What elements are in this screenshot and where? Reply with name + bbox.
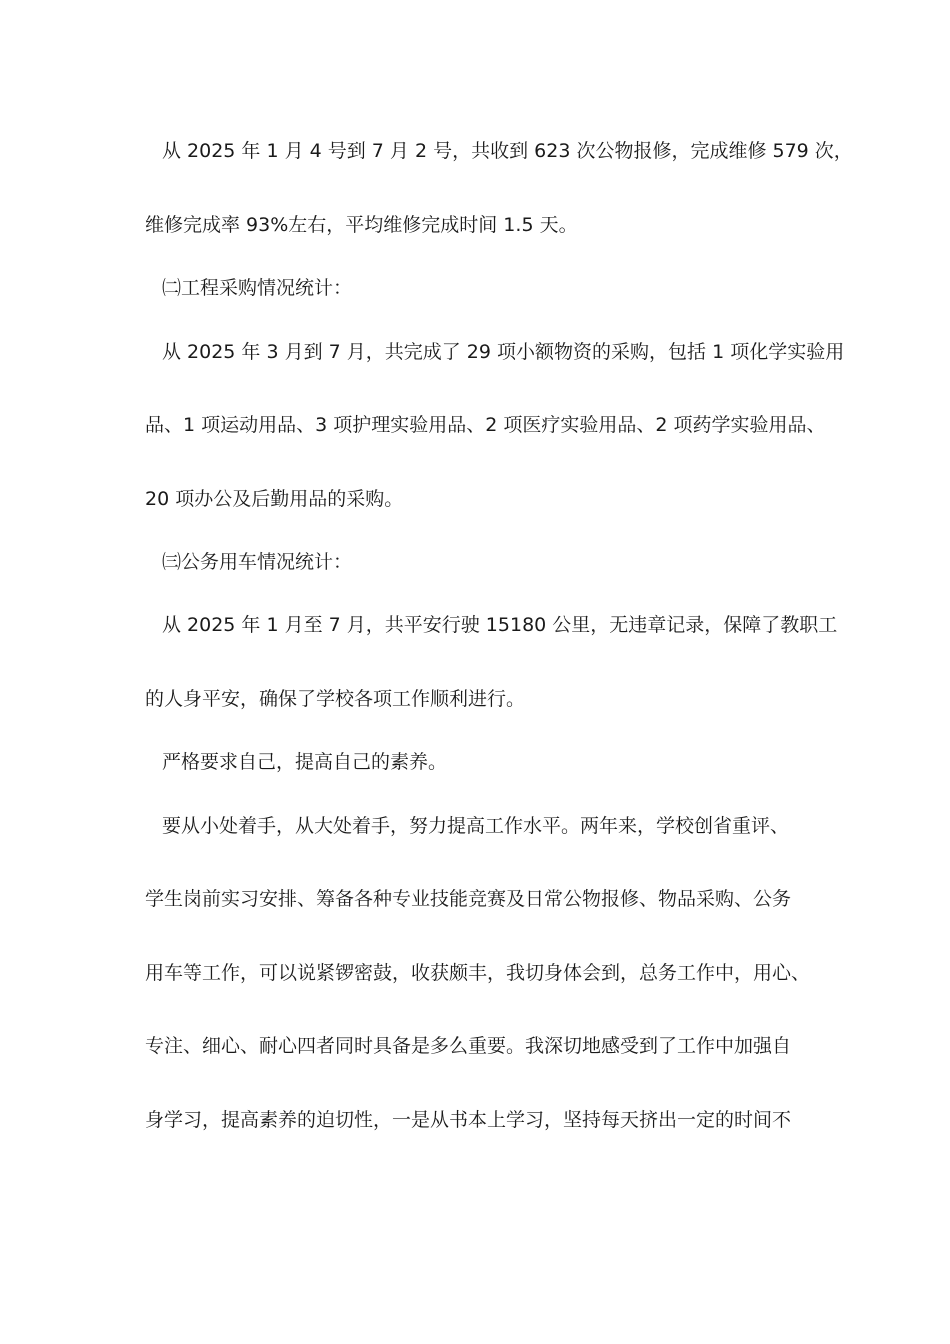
section-heading-self-discipline: 严格要求自己，提高自己的素养。	[162, 751, 448, 773]
text-line-11: 专注、细心、耐心四者同时具备是多么重要。我深切地感受到了工作中加强自	[145, 1035, 792, 1057]
section-heading-vehicles: ㈢公务用车情况统计：	[162, 551, 353, 573]
text-line-3: 从 2025 年 3 月到 7 月，共完成了 29 项小额物资的采购，包括 1 项化学实验用	[162, 341, 845, 363]
text-line-6: 从 2025 年 1 月至 7 月，共平安行驶 15180 公里，无违章记录，保障了教职工	[162, 614, 838, 636]
text-line-8: 要从小处着手，从大处着手，努力提高工作水平。两年来，学校创省重评、	[162, 815, 790, 837]
text-line-10: 用车等工作，可以说紧锣密鼓，收获颇丰，我切身体会到，总务工作中，用心、	[145, 962, 811, 984]
text-line-5: 20 项办公及后勤用品的采购。	[145, 488, 404, 510]
text-line-2: 维修完成率 93%左右，平均维修完成时间 1.5 天。	[145, 214, 578, 236]
section-heading-procurement: ㈡工程采购情况统计：	[162, 277, 353, 299]
text-line-7: 的人身平安，确保了学校各项工作顺利进行。	[145, 688, 526, 710]
text-line-12: 身学习，提高素养的迫切性，一是从书本上学习，坚持每天挤出一定的时间不	[145, 1109, 792, 1131]
text-line-4: 品、1 项运动用品、3 项护理实验用品、2 项医疗实验用品、2 项药学实验用品、	[145, 414, 826, 436]
text-line-9: 学生岗前实习安排、筹备各种专业技能竞赛及日常公物报修、物品采购、公务	[145, 888, 792, 910]
text-line-1: 从 2025 年 1 月 4 号到 7 月 2 号，共收到 623 次公物报修，完成维修 579 次，	[162, 140, 853, 162]
